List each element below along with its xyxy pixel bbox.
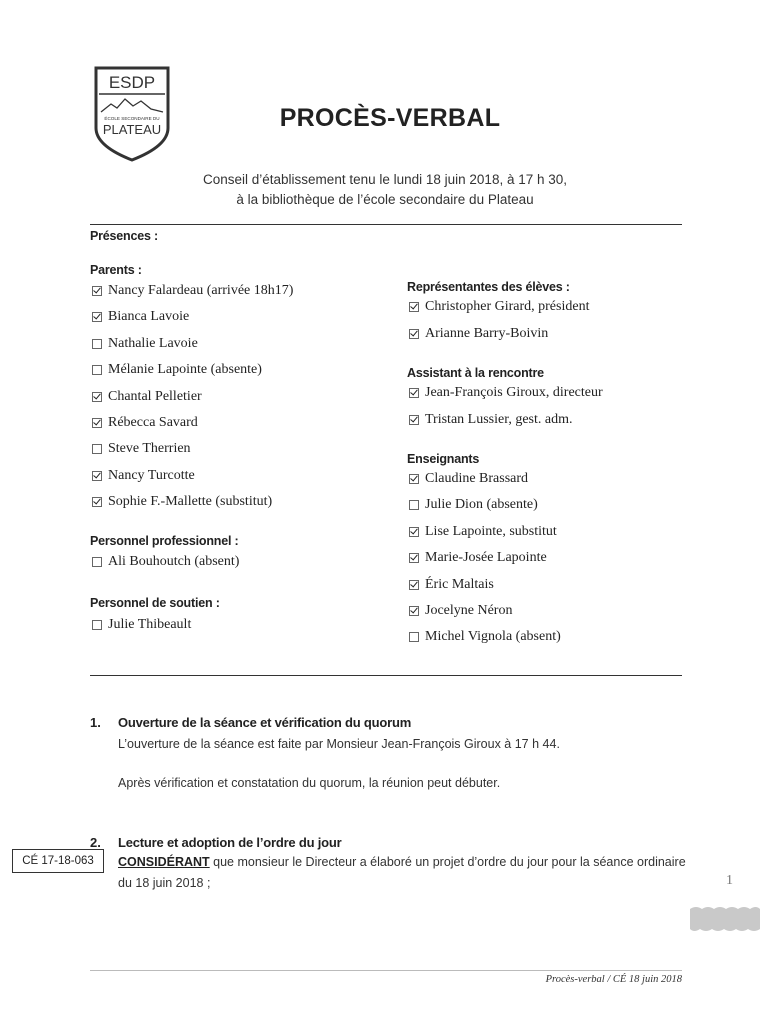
- checked-checkbox-icon[interactable]: [92, 497, 102, 507]
- logo-top-text: ESDP: [108, 73, 156, 92]
- subtitle-line-1: Conseil d’établissement tenu le lundi 18 juin 2018, à 17 h 30,: [203, 172, 567, 187]
- resolution-code-box: CÉ 17-18-063: [12, 849, 104, 873]
- eleve-name: Christopher Girard, président: [425, 299, 590, 314]
- checked-checkbox-icon[interactable]: [409, 388, 419, 398]
- parent-name: Nancy Falardeau (arrivée 18h17): [108, 283, 294, 298]
- eleves-heading: Représentantes des élèves :: [407, 280, 570, 294]
- pro-name: Ali Bouhoutch (absent): [108, 554, 240, 569]
- checked-checkbox-icon[interactable]: [409, 580, 419, 590]
- presences-heading: Présences :: [90, 229, 158, 243]
- logo-bottom-text: PLATEAU: [102, 122, 162, 137]
- section-2-para-line-2: du 18 juin 2018 ;: [118, 876, 211, 890]
- assistant-name: Tristan Lussier, gest. adm.: [425, 411, 573, 427]
- subtitle-line-2: à la bibliothèque de l’école secondaire du Plateau: [236, 192, 534, 207]
- checked-checkbox-icon[interactable]: [409, 329, 419, 339]
- parent-name: Chantal Pelletier: [108, 388, 202, 404]
- parents-heading: Parents :: [90, 263, 142, 277]
- page-footer: Procès-verbal / CÉ 18 juin 2018: [545, 974, 682, 985]
- parent-name: Sophie F.-Mallette (substitut): [108, 494, 273, 510]
- unchecked-checkbox-icon[interactable]: [409, 500, 419, 510]
- parent-item: [92, 441, 191, 457]
- assistant-heading: Assistant à la rencontre: [407, 366, 544, 380]
- top-divider: [90, 224, 682, 225]
- section-1-number: 1.: [90, 715, 101, 730]
- pro-heading: Personnel professionnel :: [90, 534, 239, 548]
- section-1-para-1: L’ouverture de la séance est faite par Monsieur Jean-François Giroux à 17 h 44.: [118, 737, 560, 751]
- checked-checkbox-icon[interactable]: [92, 312, 102, 322]
- checked-checkbox-icon[interactable]: [409, 474, 419, 484]
- enseignant-item: [409, 471, 528, 487]
- parent-item: [92, 309, 189, 325]
- parent-item: [92, 283, 293, 299]
- parent-item: [92, 468, 195, 484]
- enseignant-item: [409, 550, 547, 566]
- enseignant-name: Marie-Josée Lapointe: [425, 550, 547, 566]
- enseignant-item: [409, 497, 538, 513]
- checked-checkbox-icon[interactable]: [92, 286, 102, 296]
- parent-name: Rébecca Savard: [108, 415, 198, 430]
- eleve-item: [409, 326, 548, 342]
- enseignant-name: Claudine Brassard: [425, 471, 529, 486]
- parent-name: Nathalie Lavoie: [108, 335, 198, 351]
- assistant-item: [409, 412, 572, 428]
- checked-checkbox-icon[interactable]: [92, 392, 102, 402]
- enseignant-name: Michel Vignola (absent): [425, 629, 561, 645]
- assistant-name: Jean-François Giroux, directeur: [425, 385, 603, 400]
- unchecked-checkbox-icon[interactable]: [92, 365, 102, 375]
- unchecked-checkbox-icon[interactable]: [92, 557, 102, 567]
- enseignant-item: [409, 577, 494, 593]
- unchecked-checkbox-icon[interactable]: [92, 444, 102, 454]
- parent-item: [92, 336, 198, 352]
- soutien-name: Julie Thibeault: [108, 617, 192, 632]
- eleve-item: [409, 299, 589, 315]
- pro-item: [92, 554, 239, 570]
- checked-checkbox-icon[interactable]: [409, 302, 419, 312]
- parent-item: [92, 494, 272, 510]
- parent-name: Mélanie Lapointe (absente): [108, 362, 262, 378]
- checked-checkbox-icon[interactable]: [409, 415, 419, 425]
- parent-name: Steve Therrien: [108, 441, 191, 457]
- page-tab-decoration: [688, 905, 762, 933]
- checked-checkbox-icon[interactable]: [92, 418, 102, 428]
- enseignant-name: Lise Lapointe, substitut: [425, 523, 557, 539]
- unchecked-checkbox-icon[interactable]: [92, 620, 102, 630]
- soutien-heading: Personnel de soutien :: [90, 596, 220, 610]
- middle-divider: [90, 675, 682, 676]
- checked-checkbox-icon[interactable]: [409, 527, 419, 537]
- soutien-item: [92, 617, 191, 633]
- enseignants-heading: Enseignants: [407, 452, 480, 466]
- enseignant-name: Jocelyne Néron: [425, 603, 513, 618]
- logo-small-text: ÉCOLE SECONDAIRE DU: [104, 116, 160, 121]
- section-1-title: Ouverture de la séance et vérification du quorum: [118, 715, 412, 730]
- section-1-para-2: Après vérification et constatation du quorum, la réunion peut débuter.: [118, 776, 501, 790]
- unchecked-checkbox-icon[interactable]: [92, 339, 102, 349]
- footer-divider: [90, 970, 682, 971]
- parent-name: Nancy Turcotte: [108, 467, 195, 483]
- considerant-text: que monsieur le Directeur a élaboré un projet d’ordre du jour pour la séance ordinaire: [209, 855, 686, 869]
- page-title: PROCÈS-VERBAL: [279, 104, 501, 132]
- page-number: 1: [726, 873, 733, 888]
- enseignant-item: [409, 629, 561, 645]
- eleve-name: Arianne Barry-Boivin: [425, 325, 549, 341]
- unchecked-checkbox-icon[interactable]: [409, 632, 419, 642]
- parent-item: [92, 389, 202, 405]
- parent-item: [92, 362, 262, 378]
- assistant-item: [409, 385, 603, 401]
- enseignant-item: [409, 603, 512, 619]
- section-2-para: [118, 852, 686, 872]
- checked-checkbox-icon[interactable]: [92, 471, 102, 481]
- parent-item: [92, 415, 198, 431]
- enseignant-name: Julie Dion (absente): [425, 497, 538, 513]
- parent-name: Bianca Lavoie: [108, 309, 190, 325]
- considerant-label: CONSIDÉRANT: [118, 855, 210, 869]
- checked-checkbox-icon[interactable]: [409, 553, 419, 563]
- section-2-title: Lecture et adoption de l’ordre du jour: [118, 835, 342, 850]
- enseignant-name: Éric Maltais: [425, 576, 494, 592]
- enseignant-item: [409, 524, 557, 540]
- section-2-number: 2.: [90, 835, 101, 850]
- checked-checkbox-icon[interactable]: [409, 606, 419, 616]
